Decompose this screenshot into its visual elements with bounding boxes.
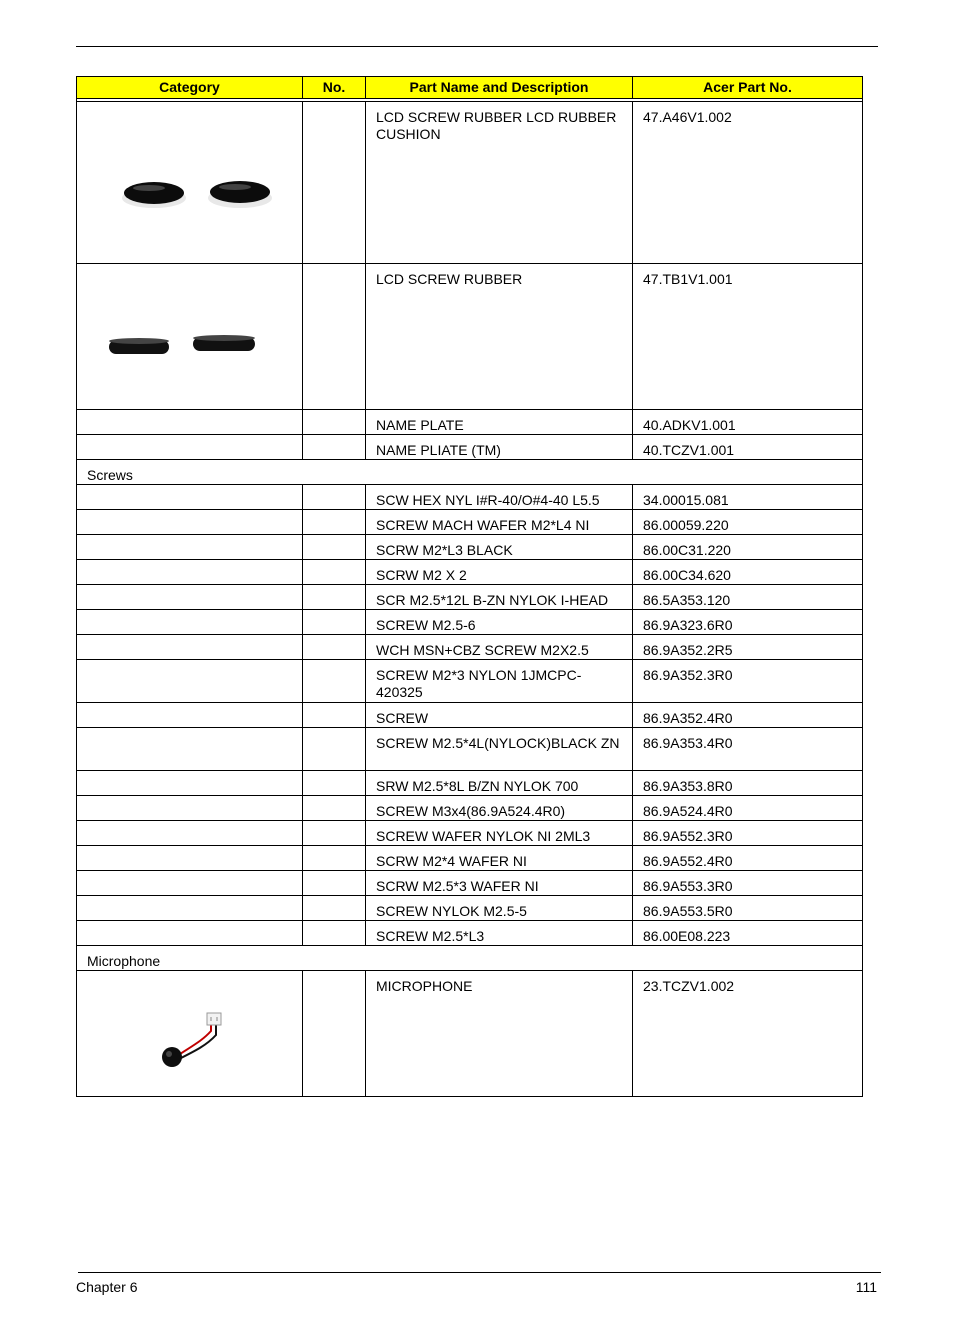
- table-row: [77, 871, 863, 896]
- table-row: [77, 535, 863, 560]
- header-rule: [76, 46, 878, 47]
- part-number-cell: 86.9A552.3R0: [633, 821, 863, 846]
- part-number-cell: 86.00C34.620: [633, 560, 863, 585]
- part-name-cell: SCREW WAFER NYLOK NI 2ML3: [366, 821, 633, 846]
- category-cell: [77, 921, 303, 946]
- part-number-cell: 86.00C31.220: [633, 535, 863, 560]
- table-row: [77, 435, 863, 460]
- no-cell: [303, 635, 366, 660]
- part-name-cell: NAME PLATE: [366, 410, 633, 435]
- footer-rule: [78, 1272, 881, 1273]
- part-name-cell: SCREW NYLOK M2.5-5: [366, 896, 633, 921]
- no-cell: [303, 728, 366, 771]
- category-cell: [77, 635, 303, 660]
- header-part-name: Part Name and Description: [366, 77, 633, 99]
- no-cell: [303, 796, 366, 821]
- no-cell: [303, 102, 366, 264]
- part-name-cell: SCR M2.5*12L B-ZN NYLOK I-HEAD: [366, 585, 633, 610]
- part-name-cell: SCRW M2*4 WAFER NI: [366, 846, 633, 871]
- category-cell: [77, 971, 303, 1097]
- rubber-cushion-icon: [77, 102, 303, 264]
- table-row: [77, 410, 863, 435]
- no-cell: [303, 896, 366, 921]
- category-cell: [77, 771, 303, 796]
- part-number-cell: 86.5A353.120: [633, 585, 863, 610]
- part-number-cell: 86.00059.220: [633, 510, 863, 535]
- no-cell: [303, 510, 366, 535]
- no-cell: [303, 264, 366, 410]
- no-cell: [303, 771, 366, 796]
- table-row: [77, 510, 863, 535]
- part-number-cell: 86.00E08.223: [633, 921, 863, 946]
- no-cell: [303, 585, 366, 610]
- header-category: Category: [77, 77, 303, 99]
- part-name-cell: SCRW M2*L3 BLACK: [366, 535, 633, 560]
- category-cell: [77, 703, 303, 728]
- part-number-cell: 86.9A553.5R0: [633, 896, 863, 921]
- section-label: Microphone: [77, 946, 863, 971]
- no-cell: [303, 535, 366, 560]
- category-cell: [77, 264, 303, 410]
- table-row: [77, 821, 863, 846]
- part-name-cell: SCRW M2 X 2: [366, 560, 633, 585]
- category-cell: [77, 896, 303, 921]
- table-row: [77, 703, 863, 728]
- table-row: [77, 610, 863, 635]
- part-name-cell: LCD SCREW RUBBER: [366, 264, 633, 410]
- part-number-cell: 86.9A352.3R0: [633, 660, 863, 703]
- part-name-cell: SCREW MACH WAFER M2*L4 NI: [366, 510, 633, 535]
- part-name-cell: NAME PLIATE (TM): [366, 435, 633, 460]
- part-number-cell: 86.9A552.4R0: [633, 846, 863, 871]
- table-row: [77, 896, 863, 921]
- part-number-cell: 86.9A353.4R0: [633, 728, 863, 771]
- part-number-cell: 40.ADKV1.001: [633, 410, 863, 435]
- section-label: Screws: [77, 460, 863, 485]
- no-cell: [303, 660, 366, 703]
- category-cell: [77, 821, 303, 846]
- no-cell: [303, 821, 366, 846]
- category-cell: [77, 728, 303, 771]
- table-row: [77, 264, 863, 410]
- part-number-cell: 34.00015.081: [633, 485, 863, 510]
- part-name-cell: SCRW M2.5*3 WAFER NI: [366, 871, 633, 896]
- part-number-cell: 47.A46V1.002: [633, 102, 863, 264]
- table-row: [77, 485, 863, 510]
- part-name-cell: SCREW M2.5-6: [366, 610, 633, 635]
- part-name-cell: SCREW M2*3 NYLON 1JMCPC-420325: [366, 660, 633, 703]
- part-number-cell: 86.9A524.4R0: [633, 796, 863, 821]
- table-row: [77, 728, 863, 771]
- table-row: [77, 921, 863, 946]
- header-no: No.: [303, 77, 366, 99]
- part-number-cell: 86.9A553.3R0: [633, 871, 863, 896]
- no-cell: [303, 485, 366, 510]
- table-row: [77, 102, 863, 264]
- part-number-cell: 86.9A323.6R0: [633, 610, 863, 635]
- table-row: [77, 971, 863, 1097]
- category-cell: [77, 485, 303, 510]
- category-cell: [77, 610, 303, 635]
- category-cell: [77, 846, 303, 871]
- category-cell: [77, 410, 303, 435]
- no-cell: [303, 435, 366, 460]
- part-name-cell: LCD SCREW RUBBER LCD RUBBER CUSHION: [366, 102, 633, 264]
- part-name-cell: SCREW M2.5*4L(NYLOCK)BLACK ZN: [366, 728, 633, 771]
- no-cell: [303, 871, 366, 896]
- category-cell: [77, 535, 303, 560]
- table-row: [77, 846, 863, 871]
- part-number-cell: 86.9A352.2R5: [633, 635, 863, 660]
- part-number-cell: 23.TCZV1.002: [633, 971, 863, 1097]
- category-cell: [77, 660, 303, 703]
- part-name-cell: SCREW M2.5*L3: [366, 921, 633, 946]
- no-cell: [303, 610, 366, 635]
- part-number-cell: 47.TB1V1.001: [633, 264, 863, 410]
- part-number-cell: 40.TCZV1.001: [633, 435, 863, 460]
- no-cell: [303, 560, 366, 585]
- category-cell: [77, 102, 303, 264]
- table-row: [77, 660, 863, 703]
- table-header-row: [77, 77, 863, 99]
- part-name-cell: SCW HEX NYL I#R-40/O#4-40 L5.5: [366, 485, 633, 510]
- table-row: [77, 796, 863, 821]
- part-number-cell: 86.9A352.4R0: [633, 703, 863, 728]
- category-cell: [77, 871, 303, 896]
- flat-rubber-icon: [77, 264, 303, 410]
- footer-page-number: 111: [855, 1279, 877, 1295]
- no-cell: [303, 971, 366, 1097]
- part-name-cell: SCREW M3x4(86.9A524.4R0): [366, 796, 633, 821]
- category-cell: [77, 435, 303, 460]
- table-row: [77, 771, 863, 796]
- header-acer-part-no: Acer Part No.: [633, 77, 863, 99]
- no-cell: [303, 846, 366, 871]
- section-row: [77, 946, 863, 971]
- footer-chapter: Chapter 6: [76, 1279, 138, 1295]
- part-name-cell: MICROPHONE: [366, 971, 633, 1097]
- no-cell: [303, 703, 366, 728]
- no-cell: [303, 410, 366, 435]
- table-row: [77, 585, 863, 610]
- category-cell: [77, 796, 303, 821]
- no-cell: [303, 921, 366, 946]
- part-name-cell: WCH MSN+CBZ SCREW M2X2.5: [366, 635, 633, 660]
- category-cell: [77, 510, 303, 535]
- table-row: [77, 635, 863, 660]
- part-name-cell: SRW M2.5*8L B/ZN NYLOK 700: [366, 771, 633, 796]
- parts-table: [76, 76, 863, 1097]
- category-cell: [77, 585, 303, 610]
- category-cell: [77, 560, 303, 585]
- table-row: [77, 560, 863, 585]
- part-number-cell: 86.9A353.8R0: [633, 771, 863, 796]
- part-name-cell: SCREW: [366, 703, 633, 728]
- section-row: [77, 460, 863, 485]
- microphone-icon: [77, 971, 303, 1097]
